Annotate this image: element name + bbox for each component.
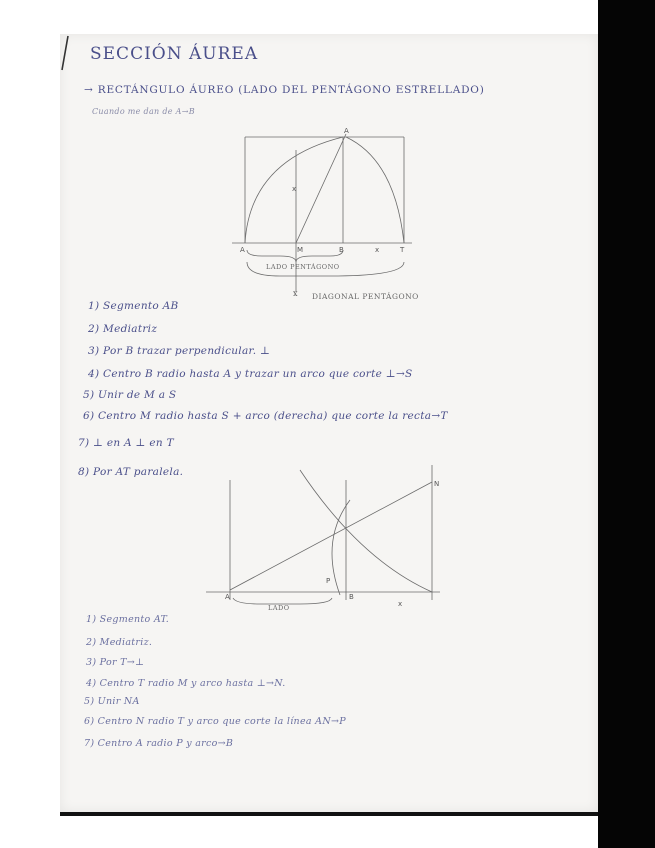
arc-center-n [300,470,432,592]
step1-2: 2) Mediatriz [88,323,158,335]
page-title: SECCIÓN ÁUREA [90,44,259,64]
step1-1: 1) Segmento AB [88,300,179,312]
step2-3: 3) Por T→⊥ [86,657,145,668]
label-b: B [339,246,344,254]
label-t: T [400,246,405,254]
label-x-2: x [398,600,403,608]
label-n: N [434,480,440,488]
step2-6: 6) Centro N radio T y arco que corte la línea AN→P [84,716,346,727]
step2-5: 5) Unir NA [84,696,140,707]
segment-a-n [230,482,432,590]
label-x: x [375,246,380,254]
step2-4: 4) Centro T radio M y arco hasta ⊥→N. [86,678,286,689]
label-a: A [240,246,245,254]
step1-5: 5) Unir de M a S [83,389,177,401]
step2-2: 2) Mediatriz. [86,637,153,648]
step1-8: 8) Por AT paralela. [78,466,184,478]
lado-pentagono-label: LADO PENTÁGONO [266,263,340,271]
step1-6: 6) Centro M radio hasta S + arco (derecha) que corte la recta→T [83,410,448,422]
step2-1: 1) Segmento AT. [86,614,170,625]
step1-4: 4) Centro B radio hasta A y trazar un arco que corte ⊥→S [88,368,413,380]
step2-7: 7) Centro A radio P y arco→B [84,738,234,749]
section-subtitle: → RECTÁNGULO ÁUREO (LADO DEL PENTÁGONO ESTRELLADO) [84,84,485,96]
handwritten-note: Cuando me dan de A→B [92,107,195,116]
step1-7: 7) ⊥ en A ⊥ en T [78,437,174,449]
label-b-2: B [349,593,354,601]
label-m: M [297,246,304,254]
arc-center-a [332,500,350,595]
lado-label: LADO [268,604,290,612]
diagonal-cross-mark: x [293,289,299,298]
step1-3: 3) Por B trazar perpendicular. ⊥ [88,345,271,357]
diagonal-pentagono-label: DIAGONAL PENTÁGONO [312,292,419,301]
label-cross: x [292,185,297,193]
label-a-top: A [344,127,349,135]
label-p: P [326,577,331,585]
label-a-2: A [225,593,230,601]
